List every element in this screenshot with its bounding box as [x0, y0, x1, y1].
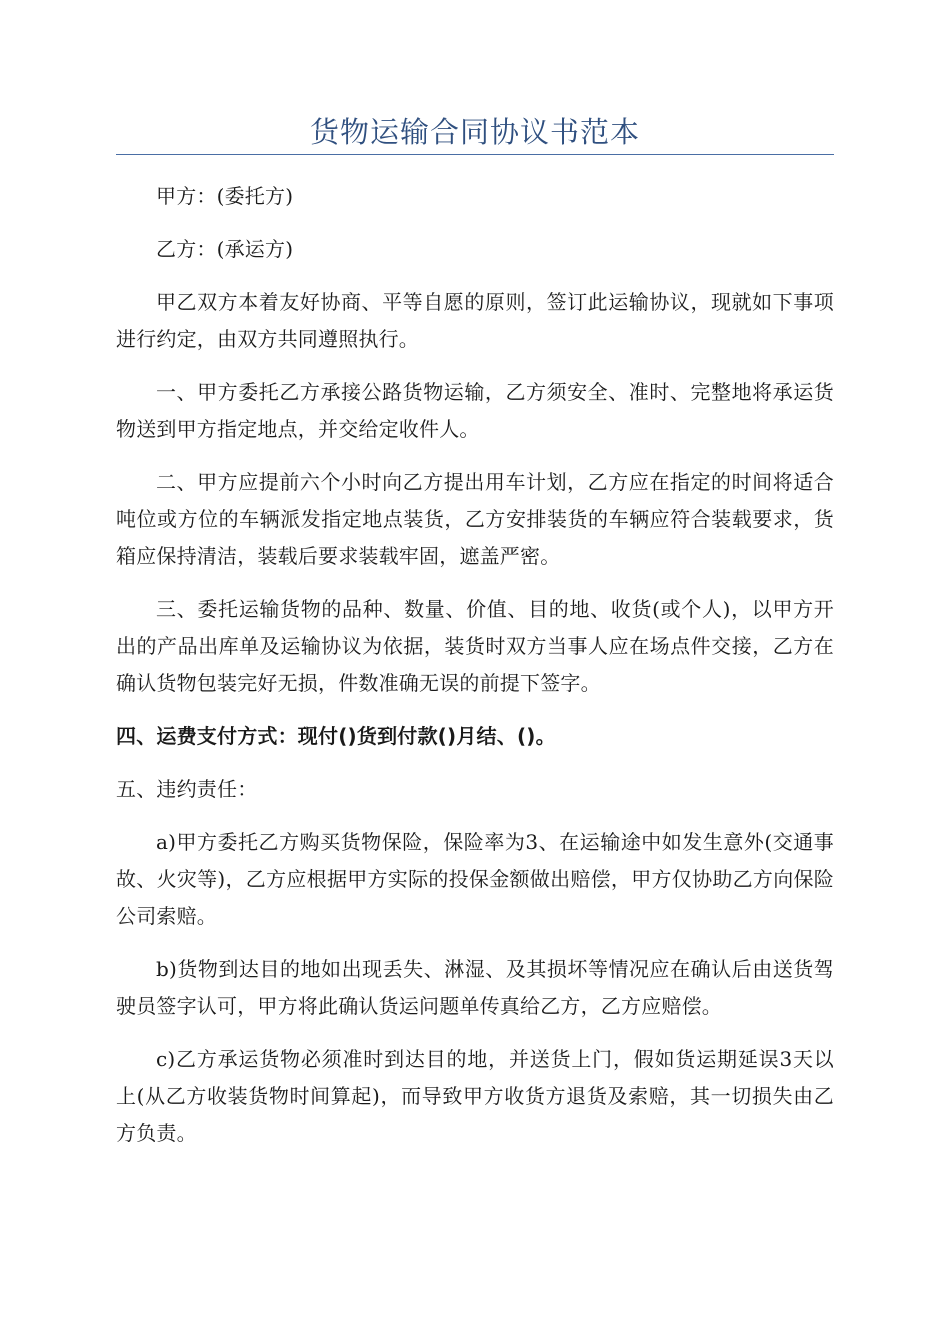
document-title: 货物运输合同协议书范本: [309, 115, 640, 149]
clause-5a-paragraph: a)甲方委托乙方购买货物保险，保险率为3、在运输途中如发生意外(交通事故、火灾等)，乙方应根据甲方实际的投保金额做出赔偿，甲方仅协助乙方向保险公司索赔。: [116, 830, 834, 928]
title-underline: [116, 154, 834, 155]
clause-1-paragraph: 一、甲方委托乙方承接公路货物运输，乙方须安全、准时、完整地将承运货物送到甲方指定地点，并交给定收件人。: [116, 380, 834, 441]
clause-2-paragraph: 二、甲方应提前六个小时向乙方提出用车计划，乙方应在指定的时间将适合吨位或方位的车辆派发指定地点装货，乙方安排装货的车辆应符合装载要求，货箱应保持清洁，装载后要求装载牢固，遮盖严密。: [116, 470, 834, 568]
preamble-paragraph: 甲乙双方本着友好协商、平等自愿的原则，签订此运输协议，现就如下事项进行约定，由双方共同遵照执行。: [116, 290, 834, 351]
clause-5-heading: 五、违约责任：: [116, 777, 258, 801]
clause-4-payment-heading: 四、运费支付方式：现付()货到付款()月结、()。: [116, 724, 556, 748]
party-b-line: 乙方：(承运方): [156, 237, 294, 261]
clause-3-paragraph: 三、委托运输货物的品种、数量、价值、目的地、收货(或个人)，以甲方开出的产品出库单及运输协议为依据，装货时双方当事人应在场点件交接，乙方在确认货物包装完好无损，件数准确无误的前提下签字。: [116, 597, 834, 695]
document-body: [116, 178, 834, 1168]
clause-5c-paragraph: c)乙方承运货物必须准时到达目的地，并送货上门，假如货运期延误3天以上(从乙方收装货物时间算起)，而导致甲方收货方退货及索赔，其一切损失由乙方负责。: [116, 1047, 834, 1145]
party-a-line: 甲方：(委托方): [156, 184, 294, 208]
clause-5b-paragraph: b)货物到达目的地如出现丢失、淋湿、及其损坏等情况应在确认后由送货驾驶员签字认可，甲方将此确认货运问题单传真给乙方，乙方应赔偿。: [116, 957, 834, 1018]
